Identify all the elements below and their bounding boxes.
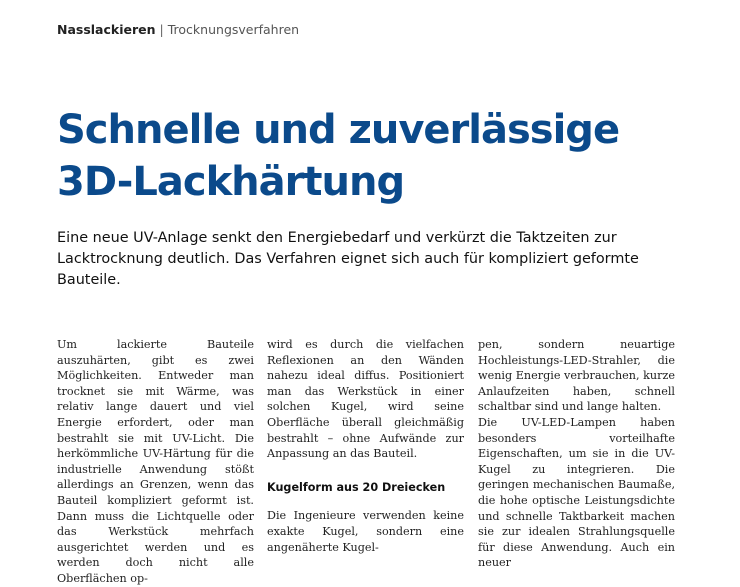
- running-header: [57, 22, 299, 37]
- paragraph: Die Ingenieure verwenden keine exakte Kugel, sondern eine angenäherte Kugel-: [267, 509, 464, 554]
- body-column-1: [57, 337, 254, 587]
- header-separator: |: [159, 22, 164, 37]
- title-line-1: Schnelle und zuverlässige: [57, 107, 620, 153]
- article-title: [57, 104, 619, 208]
- paragraph: Um lackierte Bauteile auszuhärten, gibt es zwei Möglichkeiten. Entweder man trocknet sie mit Wärme, was relativ lange dauert und viel Energie erfordert, oder man bestrahlt sie mit UV-Licht. Die herkömmliche UV-Härtung für die industrielle Anwendung stößt allerdings an Grenzen, wenn das Bauteil kompliziert geformt ist. Dann muss die Lichtquelle oder das Werkstück mehrfach ausgerichtet werden und es werden doch nicht alle Oberflächen op-: [57, 338, 254, 585]
- body-column-3: [478, 337, 675, 571]
- title-line-2: 3D-Lackhärtung: [57, 159, 405, 205]
- subsection-label: Trocknungsverfahren: [167, 22, 300, 37]
- subheading: Kugelform aus 20 Dreiecken: [267, 480, 446, 494]
- article-lead: Eine neue UV-Anlage senkt den Energiebedarf und verkürzt die Taktzeiten zur Lacktrocknung deutlich. Das Verfahren eignet sich auch für kompliziert geformte Bauteile.: [57, 230, 639, 288]
- paragraph: wird es durch die vielfachen Reflexionen an den Wänden nahezu ideal diffus. Positioniert man das Werkstück in einer solchen Kugel, wird seine Oberfläche überall gleichmäßig bestrahlt – ohne Aufwände zur Anpassung an das Bauteil.: [267, 338, 464, 461]
- paragraph: pen, sondern neuartige Hochleistungs-LED-Strahler, die wenig Energie verbrauchen, kurze Anlaufzeiten haben, schnell schaltbar sind und lange halten.: [478, 338, 675, 414]
- section-label: Nasslackieren: [57, 22, 156, 37]
- paragraph: Die UV-LED-Lampen haben besonders vorteilhafte Eigenschaften, um sie in die UV-Kugel zu integrieren. Die geringen mechanischen Baumaße, die hohe optische Leistungsdichte und schnelle Taktbarkeit machen sie zur idealen Strahlungsquelle für diese Anwendung. Auch ein neuer: [478, 415, 675, 570]
- body-column-2: [267, 337, 464, 555]
